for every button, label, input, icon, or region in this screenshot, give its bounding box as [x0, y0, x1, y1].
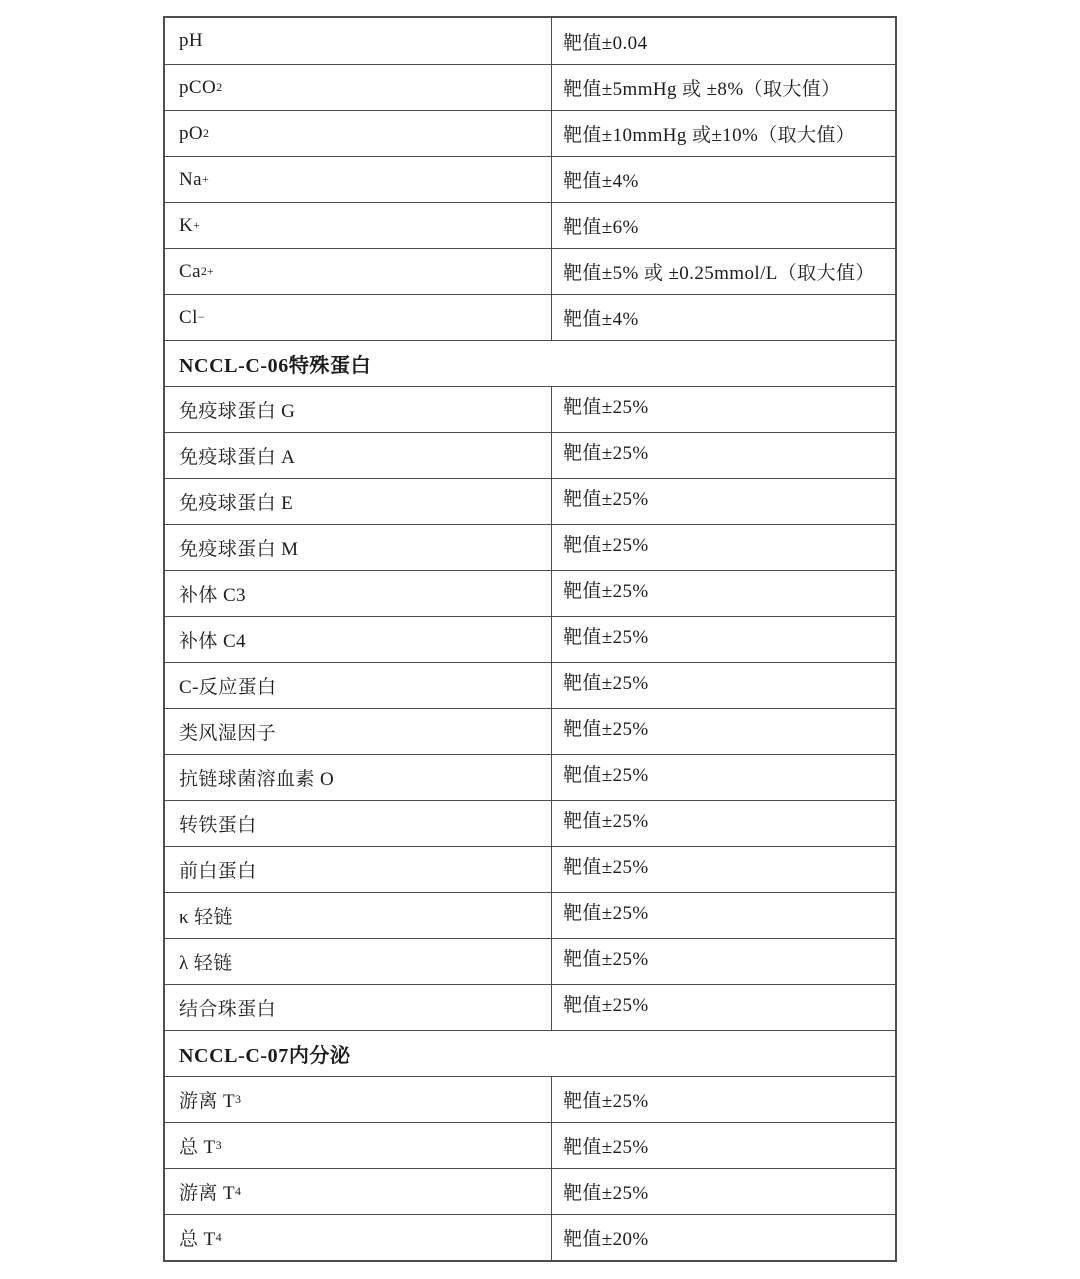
item-cell: pCO 2: [179, 76, 223, 98]
item-cell: 免疫球蛋白 M: [179, 539, 299, 560]
criteria-cell: 靶值±10mmHg 或±10%（取大值）: [551, 111, 895, 156]
criteria-cell: 靶值±25%: [551, 1123, 895, 1168]
table-row: [165, 110, 895, 156]
item-cell: 总 T 3: [179, 1137, 222, 1158]
criteria-table: [163, 16, 897, 1262]
item-subscript: 4: [215, 1230, 222, 1244]
item-cell: 抗链球菌溶血素 O: [179, 769, 335, 790]
table-row: [165, 892, 895, 938]
item-superscript: +: [201, 172, 209, 186]
item-cell: 免疫球蛋白 G: [179, 401, 296, 422]
item-cell: 前白蛋白: [179, 861, 257, 882]
criteria-cell: 靶值±25%: [551, 525, 895, 570]
criteria-cell: 靶值±5mmHg 或 ±8%（取大值）: [551, 65, 895, 110]
criteria-cell: 靶值±25%: [551, 755, 895, 800]
item-superscript: +: [193, 218, 200, 232]
table-row: [165, 294, 895, 340]
item-cell: 游离 T 4: [179, 1183, 241, 1204]
criteria-cell: 靶值±6%: [551, 203, 895, 248]
section-header-row: [165, 340, 895, 386]
table-row: [165, 754, 895, 800]
table-row: [165, 156, 895, 202]
criteria-cell: 靶值±25%: [551, 617, 895, 662]
table-row: [165, 938, 895, 984]
item-cell: 免疫球蛋白 A: [179, 447, 296, 468]
criteria-cell: 靶值±25%: [551, 479, 895, 524]
item-cell: λ 轻链: [179, 953, 233, 974]
criteria-cell: 靶值±25%: [551, 985, 895, 1030]
table-row: [165, 1214, 895, 1260]
item-cell: K +: [179, 214, 200, 236]
criteria-cell: 靶值±25%: [551, 433, 895, 478]
item-cell: pO 2: [179, 122, 210, 144]
item-subscript: 4: [234, 1184, 241, 1198]
table-row: [165, 478, 895, 524]
section-header-label: NCCL-C-06特殊蛋白: [179, 355, 372, 377]
item-cell: Cl −: [179, 306, 205, 328]
item-cell: 游离 T 3: [179, 1091, 241, 1112]
table-row: [165, 524, 895, 570]
item-cell: Ca 2+: [179, 260, 214, 282]
table-row: [165, 432, 895, 478]
table-row: [165, 386, 895, 432]
item-cell: κ 轻链: [179, 907, 233, 928]
table-row: [165, 800, 895, 846]
item-subscript: 3: [215, 1138, 222, 1152]
section-header-label: NCCL-C-07内分泌: [179, 1045, 351, 1067]
criteria-cell: 靶值±25%: [551, 1077, 895, 1122]
item-cell: 总 T 4: [179, 1229, 222, 1250]
criteria-cell: 靶值±25%: [551, 893, 895, 938]
criteria-cell: 靶值±25%: [551, 847, 895, 892]
table-row: [165, 64, 895, 110]
table-row: [165, 662, 895, 708]
criteria-cell: 靶值±25%: [551, 709, 895, 754]
table-row: [165, 202, 895, 248]
criteria-cell: 靶值±5% 或 ±0.25mmol/L（取大值）: [551, 249, 895, 294]
criteria-cell: 靶值±20%: [551, 1215, 895, 1260]
item-cell: 免疫球蛋白 E: [179, 493, 294, 514]
table-row: [165, 570, 895, 616]
item-superscript: 2+: [200, 264, 214, 278]
table-row: [165, 846, 895, 892]
item-subscript: 3: [234, 1092, 241, 1106]
table-row: [165, 708, 895, 754]
item-cell: pH: [179, 30, 204, 51]
criteria-cell: 靶值±25%: [551, 1169, 895, 1214]
criteria-cell: 靶值±25%: [551, 387, 895, 432]
criteria-cell: 靶值±0.04: [551, 18, 895, 64]
criteria-cell: 靶值±4%: [551, 295, 895, 340]
criteria-cell: 靶值±25%: [551, 801, 895, 846]
item-cell: C-反应蛋白: [179, 677, 277, 698]
table-row: [165, 18, 895, 64]
item-subscript: 2: [203, 126, 210, 140]
criteria-cell: 靶值±25%: [551, 663, 895, 708]
table-row: [165, 616, 895, 662]
item-cell: 补体 C4: [179, 631, 246, 652]
criteria-cell: 靶值±4%: [551, 157, 895, 202]
item-cell: 结合珠蛋白: [179, 999, 277, 1020]
item-superscript: −: [197, 310, 205, 324]
item-subscript: 2: [216, 80, 223, 94]
item-cell: 转铁蛋白: [179, 815, 257, 836]
criteria-cell: 靶值±25%: [551, 571, 895, 616]
item-cell: Na +: [179, 168, 209, 190]
item-cell: 类风湿因子: [179, 723, 277, 744]
table-row: [165, 1168, 895, 1214]
item-cell: 补体 C3: [179, 585, 246, 606]
table-row: [165, 248, 895, 294]
table-row: [165, 1122, 895, 1168]
table-row: [165, 984, 895, 1030]
criteria-cell: 靶值±25%: [551, 939, 895, 984]
section-header-row: [165, 1030, 895, 1076]
table-row: [165, 1076, 895, 1122]
